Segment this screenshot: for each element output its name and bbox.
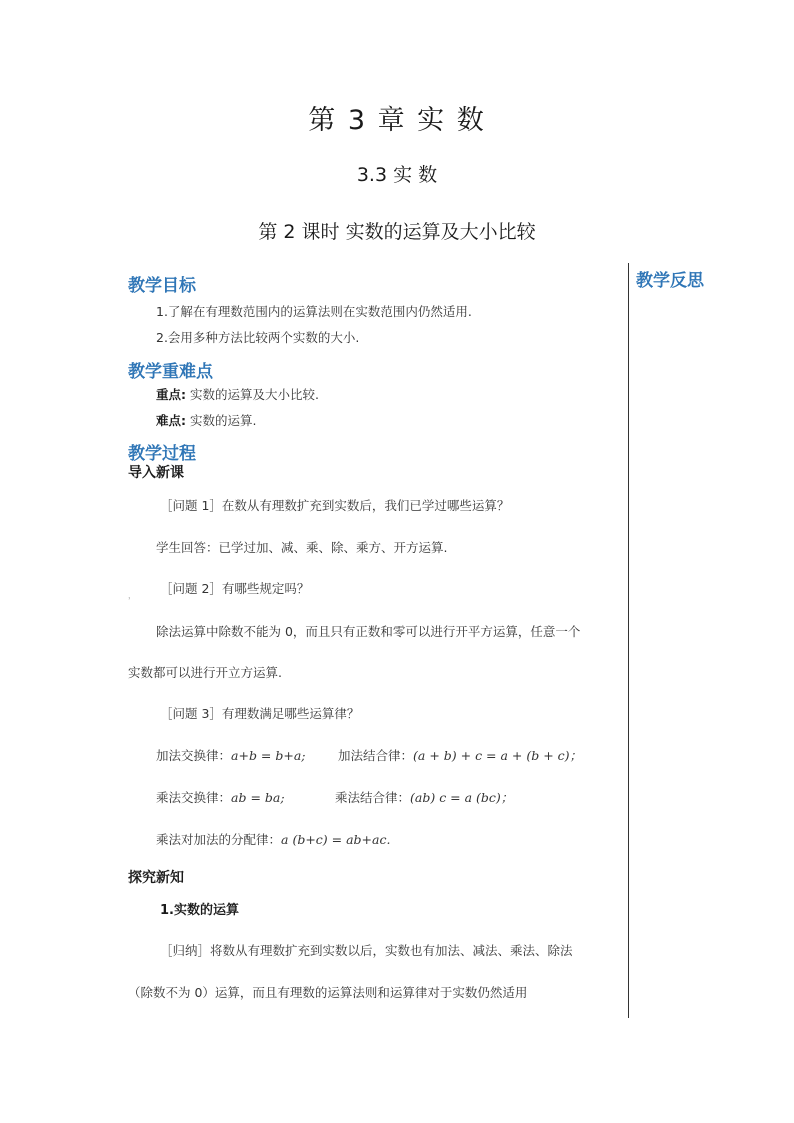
question-1: ［问题 1］在数从有理数扩充到实数后，我们已学过哪些运算？ xyxy=(160,498,510,513)
key-point-line xyxy=(156,385,319,403)
mul-commutative-law xyxy=(156,788,285,806)
mul-commutative-label: 乘法交换律： xyxy=(156,790,232,805)
mul-associative-formula: (ab) c = a (bc)； xyxy=(410,790,514,805)
distributive-formula: a (b+c) = ab+ac. xyxy=(281,832,391,847)
difficult-point-text: 实数的运算. xyxy=(189,413,257,428)
section-title: 3.3 实 数 xyxy=(356,164,438,186)
distributive-label: 乘法对加法的分配律： xyxy=(156,832,282,847)
explore-subheading-1: 1.实数的运算 xyxy=(160,903,239,918)
difficult-point-line xyxy=(156,411,256,429)
division-rule-line-2: 实数都可以进行开立方运算. xyxy=(128,665,282,680)
chapter-title: 第 3 章 实 数 xyxy=(308,105,486,136)
explore-heading: 探究新知 xyxy=(128,870,184,886)
key-point-text: 实数的运算及大小比较. xyxy=(189,387,319,402)
question-2: ［问题 2］有哪些规定吗？ xyxy=(160,581,310,596)
add-commutative-label: 加法交换律： xyxy=(156,748,232,763)
column-divider xyxy=(628,263,629,1018)
objective-item-2: 2.会用多种方法比较两个实数的大小. xyxy=(156,330,360,345)
division-rule-line-1: 除法运算中除数不能为 0，而且只有正数和零可以进行开平方运算，任意一个 xyxy=(156,624,581,639)
summary-line-2: （除数不为 0）运算，而且有理数的运算法则和运算律对于实数仍然适用 xyxy=(128,985,528,1000)
process-heading: 教学过程 xyxy=(128,444,196,464)
add-commutative-law xyxy=(156,746,306,764)
mul-commutative-formula: ab = ba; xyxy=(231,790,285,805)
lesson-title: 第 2 课时 实数的运算及大小比较 xyxy=(258,221,536,243)
objectives-heading: 教学目标 xyxy=(128,276,196,296)
add-associative-formula: (a + b) + c = a + (b + c)； xyxy=(413,748,583,763)
key-point-label: 重点: xyxy=(156,387,186,402)
reflection-heading: 教学反思 xyxy=(636,271,704,291)
add-associative-law xyxy=(338,746,582,764)
intro-heading: 导入新课 xyxy=(128,465,184,481)
key-points-heading: 教学重难点 xyxy=(128,362,213,382)
objective-item-1: 1.了解在有理数范围内的运算法则在实数范围内仍然适用. xyxy=(156,304,472,319)
add-associative-label: 加法结合律： xyxy=(338,748,414,763)
distributive-law xyxy=(156,830,390,848)
question-3: ［问题 3］有理数满足哪些运算律？ xyxy=(160,706,360,721)
mul-associative-label: 乘法结合律： xyxy=(335,790,411,805)
difficult-point-label: 难点: xyxy=(156,413,186,428)
summary-line-1: ［归纳］将数从有理数扩充到实数以后，实数也有加法、减法、乘法、除法 xyxy=(160,943,573,958)
stray-mark: ， xyxy=(128,591,136,600)
mul-associative-law xyxy=(335,788,513,806)
student-answer: 学生回答：已学过加、减、乘、除、乘方、开方运算. xyxy=(156,540,448,555)
add-commutative-formula: a+b = b+a; xyxy=(231,748,306,763)
